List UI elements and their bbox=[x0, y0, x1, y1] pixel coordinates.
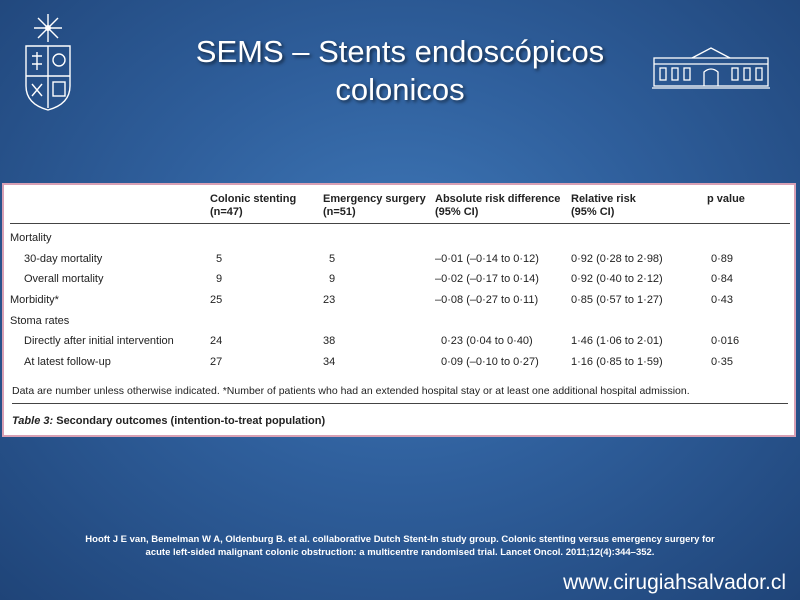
table-row bbox=[10, 290, 790, 311]
row-label: At latest follow-up bbox=[24, 355, 111, 368]
header-colonic-stenting-line1: Colonic stenting bbox=[210, 193, 297, 205]
cell-surgery: 38 bbox=[323, 335, 336, 348]
cell-stent: 9 bbox=[216, 273, 223, 286]
cell-ard: –0·02 (–0·17 to 0·14) bbox=[435, 273, 539, 286]
cell-p: 0·016 bbox=[711, 335, 740, 348]
cell-p: 0·35 bbox=[711, 355, 734, 368]
citation-line1: Hooft J E van, Bemelman W A, Oldenburg B. et al. collaborative Dutch Stent-In study group. Colonic stenting versus emergency surgery for bbox=[85, 534, 715, 545]
header-absolute-risk-line2: (95% CI) bbox=[435, 206, 479, 218]
header-p-value bbox=[707, 193, 790, 224]
table-caption-label: Table 3: bbox=[12, 415, 54, 427]
cell-rr: 1·16 (0·85 to 1·59) bbox=[571, 355, 663, 368]
header-relative-risk-line2: (95% CI) bbox=[571, 206, 615, 218]
results-table bbox=[10, 193, 790, 372]
table-row bbox=[10, 352, 790, 373]
cell-p: 0·84 bbox=[711, 273, 734, 286]
table-row bbox=[10, 310, 790, 331]
cell-surgery: 5 bbox=[329, 252, 336, 265]
cell-rr: 0·85 (0·57 to 1·27) bbox=[571, 294, 663, 307]
hospital-building-icon bbox=[652, 44, 770, 90]
header-colonic-stenting bbox=[210, 193, 323, 224]
header-relative-risk-line1: Relative risk bbox=[571, 193, 636, 205]
header-emergency-surgery-line2: (n=51) bbox=[323, 206, 356, 218]
cell-stent bbox=[210, 224, 323, 249]
row-label: Overall mortality bbox=[24, 273, 104, 286]
header-empty bbox=[10, 193, 210, 224]
header-relative-risk bbox=[571, 193, 707, 224]
row-label: Stoma rates bbox=[10, 314, 70, 327]
cell-surgery bbox=[323, 310, 435, 331]
slide-title-line2: colonicos bbox=[335, 72, 465, 107]
row-label: Morbidity* bbox=[10, 294, 59, 307]
cell-p: 0·43 bbox=[711, 294, 734, 307]
citation-line2: acute left-sided malignant colonic obstruction: a multicentre randomised trial. Lancet Oncol. 2011;12(4):344–352. bbox=[145, 547, 655, 558]
cell-ard: 0·09 (–0·10 to 0·27) bbox=[441, 355, 539, 368]
cell-stent: 5 bbox=[216, 252, 223, 265]
slide-title-line1: SEMS – Stents endoscópicos bbox=[195, 34, 605, 69]
header-colonic-stenting-line2: (n=47) bbox=[210, 206, 243, 218]
cell-rr: 0·92 (0·40 to 2·12) bbox=[571, 273, 663, 286]
cell-surgery bbox=[323, 224, 435, 249]
row-label: Mortality bbox=[10, 232, 52, 245]
row-label: 30-day mortality bbox=[24, 252, 103, 265]
website-url: www.cirugiahsalvador.cl bbox=[563, 571, 786, 594]
cell-rr: 0·92 (0·28 to 2·98) bbox=[571, 252, 663, 265]
cell-rr bbox=[571, 310, 707, 331]
cell-p bbox=[707, 224, 790, 249]
row-label: Directly after initial intervention bbox=[24, 335, 174, 348]
table-caption bbox=[12, 415, 325, 427]
cell-ard: –0·08 (–0·27 to 0·11) bbox=[435, 294, 539, 307]
table-header-row bbox=[10, 193, 790, 224]
hospital-logo bbox=[652, 44, 770, 90]
cell-stent: 25 bbox=[210, 294, 223, 307]
header-emergency-surgery-line1: Emergency surgery bbox=[323, 193, 426, 205]
table-footnote: Data are number unless otherwise indicated. *Number of patients who had an extended hospital stay or at least one additional hospital admission. bbox=[12, 385, 788, 404]
cell-p: 0·89 bbox=[711, 252, 734, 265]
cell-surgery: 9 bbox=[329, 273, 336, 286]
cell-p bbox=[707, 310, 790, 331]
table-row bbox=[10, 331, 790, 352]
table-row bbox=[10, 224, 790, 249]
cell-surgery: 23 bbox=[323, 294, 336, 307]
table-row bbox=[10, 249, 790, 270]
cell-surgery: 34 bbox=[323, 355, 336, 368]
header-p-value-line1: p value bbox=[707, 193, 745, 205]
table-caption-text: Secondary outcomes (intention-to-treat population) bbox=[53, 415, 326, 427]
slide-title bbox=[140, 33, 660, 109]
table-row bbox=[10, 269, 790, 290]
university-crest-logo bbox=[18, 12, 78, 112]
cell-rr bbox=[571, 224, 707, 249]
table-figure bbox=[2, 183, 796, 437]
header-absolute-risk bbox=[435, 193, 571, 224]
cell-stent: 24 bbox=[210, 335, 223, 348]
cell-stent: 27 bbox=[210, 355, 223, 368]
cell-stent bbox=[210, 310, 323, 331]
cell-rr: 1·46 (1·06 to 2·01) bbox=[571, 335, 663, 348]
cell-ard: 0·23 (0·04 to 0·40) bbox=[441, 335, 533, 348]
cell-ard bbox=[435, 310, 571, 331]
university-crest-icon bbox=[18, 12, 78, 112]
cell-ard bbox=[435, 224, 571, 249]
header-absolute-risk-line1: Absolute risk difference bbox=[435, 193, 561, 205]
citation-reference bbox=[50, 533, 750, 559]
cell-ard: –0·01 (–0·14 to 0·12) bbox=[435, 252, 539, 265]
header-emergency-surgery bbox=[323, 193, 435, 224]
